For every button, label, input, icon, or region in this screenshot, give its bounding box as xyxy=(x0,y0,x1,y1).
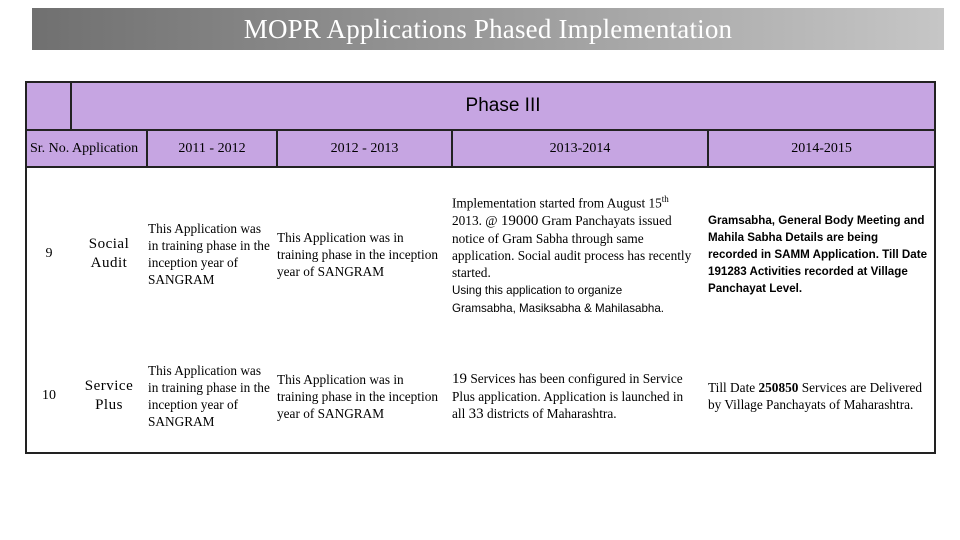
cell-2014-2015: Gramsabha, General Body Meeting and Mahila Sabha Details are being recorded in SAMM Application. Till Date 191283 Activities recorded at Village Panchayat Level. xyxy=(708,167,935,340)
highlight-number: 33 xyxy=(468,405,484,422)
title-bar xyxy=(32,8,944,50)
text-segment: Implementation started from August 15 xyxy=(452,195,662,211)
cell-2012-2013: This Application was in training phase in the inception year of SANGRAM xyxy=(277,340,452,453)
sr-no-cell: 9 xyxy=(26,167,71,340)
application-name-line2: Audit xyxy=(90,255,128,271)
application-cell xyxy=(71,340,147,453)
cell-2011-2012: This Application was in training phase in the inception year of SANGRAM xyxy=(148,221,270,287)
application-name-line2: Plus xyxy=(95,397,123,413)
cell-2012-2013: This Application was in training phase in the inception year of SANGRAM xyxy=(277,229,438,279)
cell-2013-2014 xyxy=(452,340,708,453)
sr-no-cell: 10 xyxy=(26,340,71,453)
text-segment: Services are Delivered by Village Panchayats of Maharashtra. xyxy=(708,380,923,412)
cell-2013-2014 xyxy=(452,167,708,340)
application-name-line1: Service xyxy=(84,378,134,394)
text-segment: Services has been configured in Service Plus application. Application is launched in all xyxy=(452,370,684,421)
header-2012-2013: 2012 - 2013 xyxy=(277,130,452,167)
cell-2011-2012: This Application was in training phase in the inception year of SANGRAM xyxy=(147,340,277,453)
header-sr-application xyxy=(26,130,147,167)
text-segment: Gram Panchayats issued notice of Gram Sabha through same application. Social audit process has recently started. xyxy=(452,212,692,280)
header-corner xyxy=(26,82,71,130)
header-2013-2014: 2013-2014 xyxy=(452,130,708,167)
application-name-line1: Social xyxy=(88,236,130,252)
highlight-number: 19000 xyxy=(500,212,539,229)
header-2011-2012: 2011 - 2012 xyxy=(147,130,277,167)
text-segment: Till Date xyxy=(708,380,759,395)
highlight-number: 19 xyxy=(452,370,467,387)
text-segment: 2013. @ xyxy=(452,212,501,228)
phase-header: Phase III xyxy=(71,82,935,130)
cell-2014-2015 xyxy=(708,340,935,453)
text-segment: districts of Maharashtra. xyxy=(483,405,617,421)
header-sr-no: Sr. No. xyxy=(30,140,70,156)
table-row xyxy=(26,167,935,340)
header-application: Application xyxy=(72,140,139,156)
header-2014-2015: 2014-2015 xyxy=(708,130,935,167)
highlight-number: 250850 xyxy=(758,380,799,395)
superscript: th xyxy=(661,194,669,205)
implementation-table xyxy=(25,81,936,454)
table-row xyxy=(26,340,935,453)
application-cell xyxy=(71,167,147,340)
text-segment-sans: Using this application to organize Gramsabha, Masiksabha & Mahilasabha. xyxy=(452,283,665,315)
page-title: MOPR Applications Phased Implementation xyxy=(243,13,733,44)
